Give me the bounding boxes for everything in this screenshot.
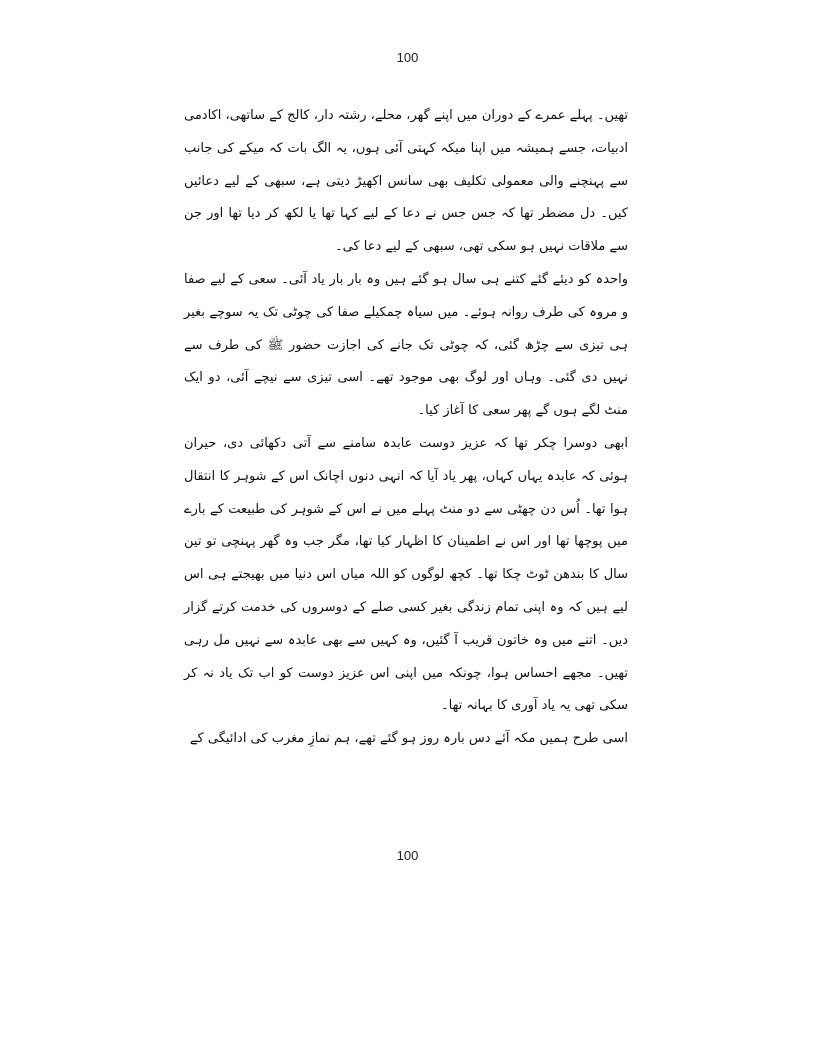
paragraph-3: ابھی دوسرا چکر تھا کہ عزیز دوست عابدہ سامنے سے آتی دکھائی دی، حیران ہوئی کہ عابدہ یہاں کہاں، پھر یاد آیا کہ انہی دنوں اچانک اس کے شوہر کا انتقال ہوا تھا۔ اُس دن چھٹی سے دو منٹ پہلے میں نے اس کے شوہر کی طبیعت کے بارے میں پوچھا تھا اور اس نے اطمینان کا اظہار کیا تھا، مگر جب وہ گھر پہنچی تو تین سال کا بندھن ٹوٹ چکا تھا۔ کچھ لوگوں کو اللہ میاں اس دنیا میں بھیجتے ہی اس لیے ہیں کہ وہ اپنی تمام زندگی بغیر کسی صلے کے دوسروں کی خدمت کرتے گزار دیں۔ اتنے میں وہ خاتون قریب آ گئیں، وہ کہیں سے بھی عابدہ سے نہیں مل رہی تھیں۔ مجھے احساس ہوا، چونکہ میں اپنی اس عزیز دوست کو اب تک یاد نہ کر سکی تھی یہ یاد آوری کا بہانہ تھا۔ [184, 435, 628, 714]
paragraph-1: تھیں۔ پہلے عمرے کے دوران میں اپنے گھر، محلے، رشتہ دار، کالج کے ساتھی، اکادمی ادبیات، جسے ہمیشہ میں اپنا میکہ کہتی آئی ہوں، یہ الگ بات کہ میکے کی جانب سے پہنچنے والی معمولی تکلیف بھی سانس اکھیڑ دیتی ہے، سبھی کے لیے دعائیں کیں۔ دل مضطر تھا کہ جس جس نے دعا کے لیے کہا تھا یا لکھ کر دیا تھا اور جن سے ملاقات نہیں ہو سکی تھی، سبھی کے لیے دعا کی۔ [184, 108, 628, 255]
page-number-top: 100 [396, 50, 419, 65]
page-number-bottom: 100 [396, 848, 419, 863]
body-text [184, 100, 628, 756]
paragraph-4: اسی طرح ہمیں مکہ آئے دس بارہ روز ہو گئے تھے، ہم نمازِ مغرب کی ادائیگی کے [189, 731, 628, 747]
paragraph-2: واحدہ کو دیئے گئے کتنے ہی سال ہو گئے ہیں وہ بار بار یاد آئی۔ سعی کے لیے صفا و مروہ کی طرف روانہ ہوئے۔ میں سیاہ چمکیلے صفا کی چوٹی تک یہ سوچے بغیر ہی تیزی سے چڑھ گئی، کہ چوٹی تک جانے کی اجازت حضور ﷺ کی طرف سے نہیں دی گئی۔ وہاں اور لوگ بھی موجود تھے۔ اسی تیزی سے نیچے آئی، دو ایک منٹ لگے ہوں گے پھر سعی کا آغاز کیا۔ [184, 271, 628, 419]
